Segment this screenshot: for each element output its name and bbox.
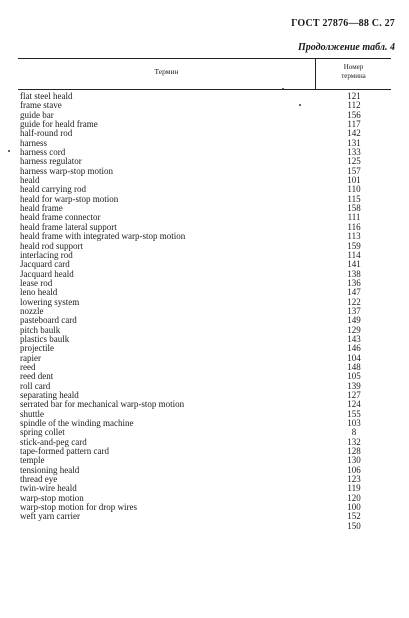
table-row [20, 260, 392, 269]
term-cell: tensioning heald [20, 464, 80, 475]
term-cell: flat steel heald [20, 91, 73, 101]
term-cell: heald frame lateral support [20, 221, 117, 232]
table-row [20, 195, 392, 204]
term-number-cell: 142 [347, 128, 361, 139]
term-number-cell: 146 [347, 343, 361, 354]
term-number-cell: 148 [347, 361, 361, 372]
term-cell: separating heald [20, 390, 79, 400]
term-cell: frame stave [20, 100, 62, 111]
term-cell: leno heald [20, 287, 58, 298]
term-cell: warp-stop motion [20, 492, 84, 503]
column-header-number-line2: термина [341, 72, 366, 80]
term-number-cell: 149 [347, 315, 361, 326]
speck-mark [282, 88, 284, 90]
table-row [20, 298, 392, 307]
term-cell: harness cord [20, 147, 66, 158]
term-cell: harness [20, 137, 47, 148]
term-number-cell: 130 [347, 455, 361, 466]
term-number-cell: 155 [347, 408, 361, 419]
term-cell: projectile [20, 343, 54, 354]
term-number-cell: 159 [347, 240, 361, 251]
term-number-cell: 141 [347, 259, 361, 270]
term-cell: spring collet [20, 427, 65, 438]
term-number-cell: 103 [347, 418, 361, 429]
table-row [20, 400, 392, 409]
table-row [20, 120, 392, 129]
term-cell: heald [20, 175, 40, 186]
term-number-cell: 101 [347, 175, 361, 186]
term-cell: heald frame connector [20, 212, 101, 223]
term-number-cell: 105 [347, 371, 361, 382]
table-row [20, 363, 392, 372]
term-number-cell: 100 [347, 502, 361, 513]
term-cell: nozzle [20, 305, 44, 316]
term-cell: tape-formed pattern card [20, 446, 109, 457]
table-row [20, 354, 392, 363]
term-number-cell: 132 [347, 436, 361, 447]
term-number-cell: 129 [347, 324, 361, 335]
term-number-cell: 104 [347, 352, 361, 363]
term-number-cell: 123 [347, 474, 361, 485]
table-row [20, 251, 392, 260]
term-cell: heald rod support [20, 240, 83, 251]
term-number-cell: 110 [347, 184, 361, 195]
term-number-cell: 116 [347, 221, 361, 232]
table-row [20, 512, 392, 521]
term-cell: weft yarn carrier [20, 511, 80, 522]
term-number-cell: 115 [347, 193, 361, 204]
term-cell: thread eye [20, 474, 58, 485]
table-row [20, 129, 392, 138]
term-number-cell: 111 [347, 212, 361, 223]
term-cell: Jacquard heald [20, 268, 74, 279]
term-number-cell: 124 [347, 399, 361, 410]
term-cell: lease rod [20, 277, 53, 288]
table-row [20, 139, 392, 148]
table-row [20, 316, 392, 325]
page-header: ГОСТ 27876—88 С. 27 [291, 18, 395, 29]
table-row [20, 242, 392, 251]
term-cell: guide for heald frame [20, 119, 98, 130]
term-number-cell: 156 [347, 109, 361, 120]
term-number-cell: 138 [347, 268, 361, 279]
term-number-cell: 131 [347, 137, 361, 148]
term-number-cell: 133 [347, 147, 361, 158]
term-number-cell: 8 [351, 427, 357, 438]
table-row [20, 372, 392, 381]
column-header-number-line1: Номер [343, 63, 364, 71]
table-row [20, 466, 392, 475]
term-cell: reed dent [20, 371, 54, 382]
speck-mark [8, 150, 10, 152]
term-cell: temple [20, 455, 45, 466]
term-cell: heald frame with integrated warp-stop motion [20, 231, 186, 242]
table-continuation-label: Продолжение табл. 4 [297, 42, 395, 53]
term-number-cell: 113 [347, 231, 361, 242]
term-cell: twin-wire heald [20, 483, 77, 494]
term-number-cell: 119 [347, 483, 361, 494]
term-cell: roll card [20, 380, 51, 391]
term-number-cell: 158 [347, 203, 361, 214]
term-cell: spindle of the winding machine [20, 418, 134, 429]
term-number-cell: 150 [347, 520, 361, 531]
term-number-cell: 122 [347, 296, 361, 307]
term-cell: shuttle [20, 408, 44, 419]
table-row [20, 279, 392, 288]
table-row [20, 167, 392, 176]
term-cell: guide bar [20, 109, 54, 120]
term-cell: interlacing rod [20, 249, 73, 260]
term-cell: lowering system [20, 296, 80, 307]
term-cell: stick-and-peg card [20, 436, 87, 447]
term-cell: rapier [20, 352, 41, 363]
table-header-rule [18, 89, 391, 90]
table-row [20, 522, 392, 531]
term-number-cell: 127 [347, 390, 361, 400]
term-number-cell: 139 [347, 380, 361, 391]
terms-list [20, 92, 392, 531]
term-number-cell: 128 [347, 446, 361, 457]
term-cell: serrated bar for mechanical warp-stop motion [20, 399, 185, 410]
term-number-cell: 106 [347, 464, 361, 475]
term-cell: plastics baulk [20, 333, 70, 344]
term-cell: pasteboard card [20, 315, 77, 326]
column-header-number [316, 63, 391, 81]
table-row [20, 344, 392, 353]
term-cell: heald for warp-stop motion [20, 193, 119, 204]
term-number-cell: 137 [347, 305, 361, 316]
term-cell: Jacquard card [20, 259, 70, 270]
term-cell: half-round rod [20, 128, 73, 139]
term-cell: warp-stop motion for drop wires [20, 502, 137, 513]
term-number-cell: 121 [347, 91, 361, 101]
table-row [20, 419, 392, 428]
term-cell: reed [20, 361, 36, 372]
table-row [20, 92, 392, 101]
term-cell: heald frame [20, 203, 63, 214]
term-cell: harness regulator [20, 156, 82, 167]
term-cell: harness warp-stop motion [20, 165, 113, 176]
term-cell: pitch baulk [20, 324, 61, 335]
table-row [20, 447, 392, 456]
term-cell: heald carrying rod [20, 184, 86, 195]
term-number-cell: 112 [347, 100, 361, 111]
term-number-cell: 125 [347, 156, 361, 167]
table-row [20, 326, 392, 335]
term-number-cell: 157 [347, 165, 361, 176]
column-header-terms: Термин [154, 67, 179, 76]
term-number-cell: 143 [347, 333, 361, 344]
table-row [20, 270, 392, 279]
table-row [20, 335, 392, 344]
table-top-rule [18, 58, 391, 59]
term-number-cell: 147 [347, 287, 361, 298]
term-number-cell: 152 [347, 511, 361, 522]
term-number-cell: 120 [347, 492, 361, 503]
table-row [20, 101, 392, 110]
table-header [18, 58, 391, 90]
term-number-cell: 136 [347, 277, 361, 288]
term-number-cell: 114 [347, 249, 361, 260]
term-number-cell: 117 [347, 119, 361, 130]
